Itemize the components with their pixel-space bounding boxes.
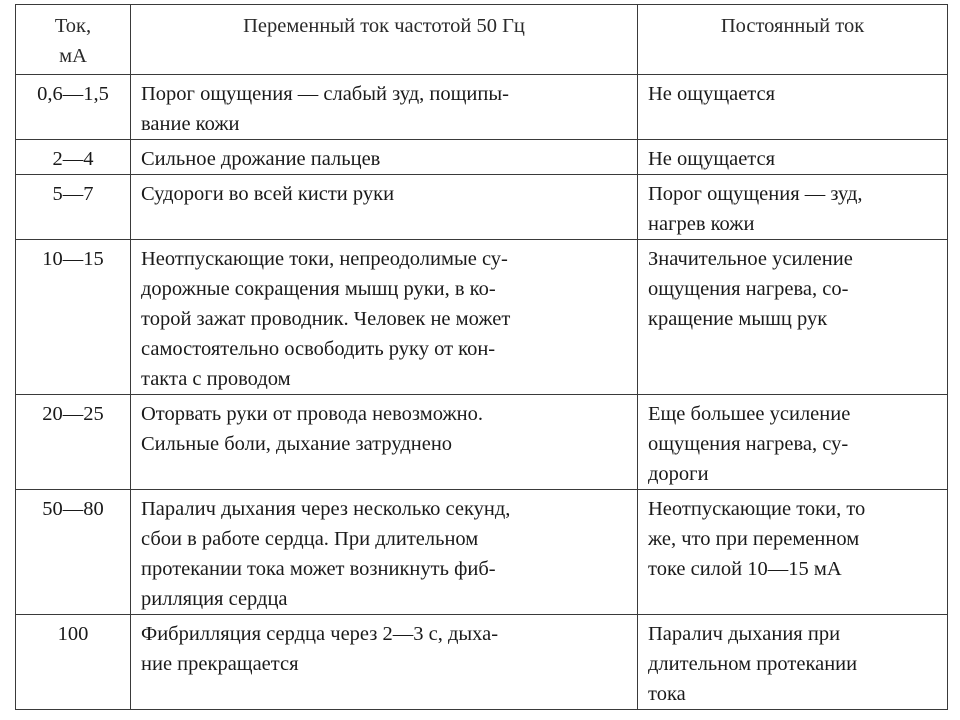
cell-line: Сильное дрожание пальцев (141, 148, 381, 170)
header-ac-line: Переменный ток частотой 50 Гц (243, 15, 525, 37)
cell-dc (638, 240, 948, 395)
cell-line: рилляция сердца (141, 588, 288, 610)
cell-line: дороги (648, 463, 709, 485)
header-dc-line: Постоянный ток (720, 15, 865, 37)
cell-line: Сильные боли, дыхание затруднено (141, 433, 453, 455)
cell-line: 100 (57, 623, 89, 645)
cell-ac (131, 140, 638, 175)
cell-line: Не ощущается (648, 83, 776, 105)
cell-line: же, что при переменном (648, 528, 860, 550)
table-header-row (16, 5, 948, 75)
cell-ac (131, 395, 638, 490)
cell-line: тока (648, 683, 686, 705)
cell-line: Еще большее усиление (648, 403, 851, 425)
cell-current (16, 240, 131, 395)
current-effects-table (15, 4, 948, 710)
table-row (16, 175, 948, 240)
cell-dc (638, 140, 948, 175)
cell-line: такта с проводом (141, 368, 291, 390)
cell-line: 50—80 (42, 498, 104, 520)
cell-line: Порог ощущения — зуд, (648, 183, 863, 205)
table-row (16, 395, 948, 490)
table-row (16, 490, 948, 615)
header-current-line: Ток, (54, 15, 92, 37)
cell-line: 20—25 (42, 403, 104, 425)
cell-current (16, 615, 131, 710)
table-row (16, 240, 948, 395)
cell-line: протекании тока может возникнуть фиб- (141, 558, 496, 580)
cell-line: ние прекращается (141, 653, 299, 675)
cell-dc (638, 490, 948, 615)
cell-line: Фибрилляция сердца через 2—3 с, дыха- (141, 623, 499, 645)
header-current (16, 5, 131, 75)
cell-line: Оторвать руки от провода невозможно. (141, 403, 483, 425)
cell-ac (131, 75, 638, 140)
cell-line: Паралич дыхания через несколько секунд, (141, 498, 511, 520)
cell-line: торой зажат проводник. Человек не может (141, 308, 511, 330)
cell-line: Паралич дыхания при (648, 623, 841, 645)
cell-line: кращение мышц рук (648, 308, 828, 330)
cell-line: Не ощущается (648, 148, 776, 170)
cell-ac (131, 240, 638, 395)
cell-line: дорожные сокращения мышц руки, в ко- (141, 278, 496, 300)
header-current-line: мА (59, 45, 87, 67)
cell-line: нагрев кожи (648, 213, 755, 235)
cell-current (16, 395, 131, 490)
cell-line: 0,6—1,5 (37, 83, 109, 105)
cell-line: 5—7 (52, 183, 94, 205)
cell-dc (638, 615, 948, 710)
cell-line: Порог ощущения — слабый зуд, пощипы- (141, 83, 509, 105)
cell-line: самостоятельно освободить руку от кон- (141, 338, 496, 360)
cell-line: ощущения нагрева, со- (648, 278, 849, 300)
cell-line: сбои в работе сердца. При длительном (141, 528, 479, 550)
cell-current (16, 175, 131, 240)
table-row (16, 615, 948, 710)
cell-current (16, 140, 131, 175)
cell-line: 10—15 (42, 248, 104, 270)
cell-line: 2—4 (52, 148, 94, 170)
cell-line: Значительное усиление (648, 248, 853, 270)
cell-ac (131, 615, 638, 710)
cell-current (16, 490, 131, 615)
cell-ac (131, 175, 638, 240)
cell-line: вание кожи (141, 113, 240, 135)
cell-dc (638, 395, 948, 490)
cell-dc (638, 75, 948, 140)
cell-line: Неотпускающие токи, то (648, 498, 866, 520)
cell-line: длительном протекании (648, 653, 858, 675)
cell-ac (131, 490, 638, 615)
header-dc (638, 5, 948, 75)
table-row (16, 75, 948, 140)
table-row (16, 140, 948, 175)
cell-dc (638, 175, 948, 240)
cell-line: токе силой 10—15 мА (648, 558, 842, 580)
header-ac (131, 5, 638, 75)
cell-line: Неотпускающие токи, непреодолимые су- (141, 248, 508, 270)
cell-line: Судороги во всей кисти руки (141, 183, 395, 205)
cell-line: ощущения нагрева, су- (648, 433, 849, 455)
cell-current (16, 75, 131, 140)
